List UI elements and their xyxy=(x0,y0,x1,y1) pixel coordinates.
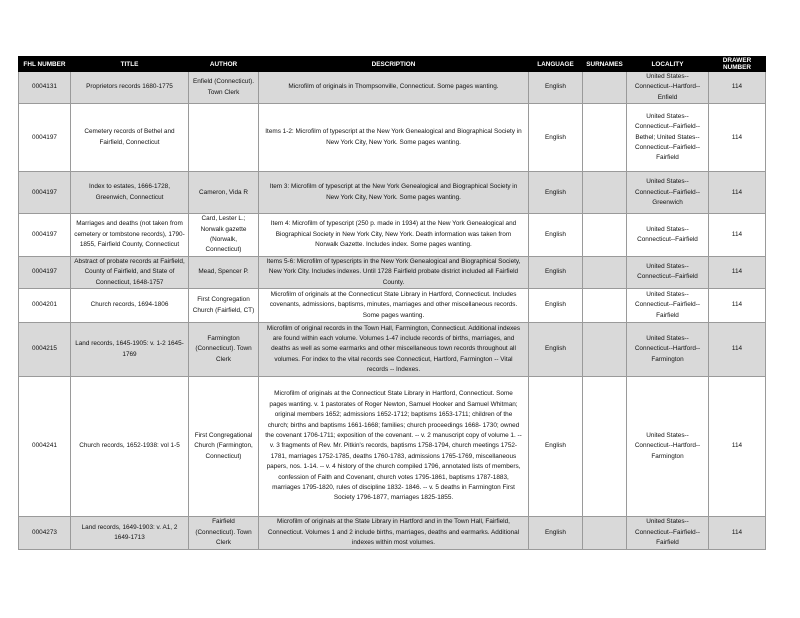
cell-language: English xyxy=(529,214,583,257)
cell-drawer-number: 114 xyxy=(709,104,766,172)
records-table xyxy=(18,56,766,550)
cell-language: English xyxy=(529,323,583,377)
cell-description: Microfilm of original records in the Town Hall, Farmington, Connecticut. Additional indexes are found within each volume. Volumes 1-47 include records of births, marriages, and deaths as well as some earmarks and other miscellaneous town records throughout all volumes. For index to the vital records see Connecticut, Hartford, Farmington -- Vital records -- Indexes. xyxy=(259,323,529,377)
cell-author: Farmington (Connecticut). Town Clerk xyxy=(189,323,259,377)
cell-description: Item 4: Microfilm of typescript (250 p. made in 1934) at the New York Genealogical and Biographical Society in New York City, New York. Death information was taken from Norwalk Gazette. Includes index. Some pages wanting. xyxy=(259,214,529,257)
cell-description: Item 3: Microfilm of typescript at the New York Genealogical and Biographical Society in New York City, New York. Some pages wanting. xyxy=(259,172,529,214)
cell-author: Mead, Spencer P. xyxy=(189,256,259,288)
cell-surnames xyxy=(583,323,627,377)
col-header-language: LANGUAGE xyxy=(529,57,583,72)
cell-author: First Congregation Church (Fairfield, CT) xyxy=(189,289,259,323)
cell-drawer-number: 114 xyxy=(709,214,766,257)
cell-drawer-number: 114 xyxy=(709,377,766,517)
table-row xyxy=(19,377,766,517)
cell-author: Fairfield (Connecticut). Town Clerk xyxy=(189,517,259,550)
table-row xyxy=(19,214,766,257)
table-row xyxy=(19,289,766,323)
cell-fhl-number: 0004197 xyxy=(19,214,71,257)
cell-description: Items 5-6: Microfilm of typescripts in the New York Genealogical and Biographical Society, New York City. Includes indexes. Until 1728 Fairfield probate district included all Fairfield County. xyxy=(259,256,529,288)
cell-locality: United States--Connecticut--Hartford--Enfield xyxy=(627,72,709,104)
cell-locality: United States--Connecticut--Hartford--Farmington xyxy=(627,323,709,377)
cell-author: First Congregational Church (Farmington, Connecticut) xyxy=(189,377,259,517)
table-row xyxy=(19,323,766,377)
cell-language: English xyxy=(529,377,583,517)
cell-drawer-number: 114 xyxy=(709,517,766,550)
cell-title: Land records, 1645-1905: v. 1-2 1645-1769 xyxy=(71,323,189,377)
cell-surnames xyxy=(583,104,627,172)
cell-drawer-number: 114 xyxy=(709,323,766,377)
cell-author: Enfield (Connecticut). Town Clerk xyxy=(189,72,259,104)
cell-title: Index to estates, 1666-1728, Greenwich, Connecticut xyxy=(71,172,189,214)
cell-language: English xyxy=(529,172,583,214)
cell-locality: United States--Connecticut--Fairfield xyxy=(627,214,709,257)
cell-description: Microfilm of originals at the State Library in Hartford and in the Town Hall, Fairfield, Connecticut. Volumes 1 and 2 include births, marriages, deaths and earmarks. Additional indexes within most volumes. xyxy=(259,517,529,550)
col-header-author: AUTHOR xyxy=(189,57,259,72)
cell-language: English xyxy=(529,517,583,550)
cell-surnames xyxy=(583,72,627,104)
cell-title: Church records, 1652-1938: vol 1-5 xyxy=(71,377,189,517)
cell-description: Microfilm of originals at the Connecticut State Library in Hartford, Connecticut. Some pages wanting. v. 1 pastorates of Roger Newton, Samuel Hooker and Samuel Whitman; original members 1652; admissions 1652-1712; baptisms 1653-1711; children of the church; births and baptisms 1661-1668; families; church proceedings 1668- 1730; owned the covenant 1706-1711; exposition of the covenant. -- v. 2 manuscript copy of volume 1. -- v. 3 fragments of Rev. Mr. Pitkin's records, baptisms 1758-1794, church meetings 1752-1781, marriages 1752-1785, deaths 1760-1783, admissions 1765-1769, miscellaneous papers, nos. 1-14. -- v. 4 history of the church compiled 1796, annotated lists of members, confession of Faith and Covenant, church votes 1795-1861, baptisms 1787-1883, marriages 1795-1820, rules of discipline 1832- 1846. -- v. 5 deaths in Farmington First Society 1796-1877, marriages 1825-1855. xyxy=(259,377,529,517)
records-sheet xyxy=(18,56,765,550)
cell-language: English xyxy=(529,104,583,172)
cell-surnames xyxy=(583,214,627,257)
cell-title: Abstract of probate records at Fairfield, County of Fairfield, and State of Connecticut, 1648-1757 xyxy=(71,256,189,288)
cell-title: Church records, 1694-1806 xyxy=(71,289,189,323)
cell-author: Cameron, Vida R xyxy=(189,172,259,214)
col-header-locality: LOCALITY xyxy=(627,57,709,72)
cell-surnames xyxy=(583,517,627,550)
col-header-fhl-number: FHL NUMBER xyxy=(19,57,71,72)
cell-language: English xyxy=(529,256,583,288)
cell-fhl-number: 0004197 xyxy=(19,104,71,172)
cell-title: Land records, 1649-1903: v. A1, 2 1649-1713 xyxy=(71,517,189,550)
col-header-title: TITLE xyxy=(71,57,189,72)
cell-fhl-number: 0004131 xyxy=(19,72,71,104)
cell-locality: United States--Connecticut--Fairfield--Fairfield xyxy=(627,517,709,550)
cell-author xyxy=(189,104,259,172)
cell-surnames xyxy=(583,377,627,517)
cell-drawer-number: 114 xyxy=(709,256,766,288)
col-header-description: DESCRIPTION xyxy=(259,57,529,72)
cell-fhl-number: 0004201 xyxy=(19,289,71,323)
cell-author: Card, Lester L.; Norwalk gazette (Norwalk, Connecticut) xyxy=(189,214,259,257)
cell-language: English xyxy=(529,289,583,323)
col-header-drawer-number: DRAWER NUMBER xyxy=(709,57,766,72)
cell-language: English xyxy=(529,72,583,104)
cell-title: Cemetery records of Bethel and Fairfield, Connecticut xyxy=(71,104,189,172)
cell-locality: United States--Connecticut--Fairfield--Fairfield xyxy=(627,289,709,323)
table-row xyxy=(19,256,766,288)
cell-locality: United States--Connecticut--Fairfield--Bethel; United States--Connecticut--Fairfield--Fairfield xyxy=(627,104,709,172)
header-row xyxy=(19,57,766,72)
cell-fhl-number: 0004241 xyxy=(19,377,71,517)
cell-drawer-number: 114 xyxy=(709,172,766,214)
cell-surnames xyxy=(583,172,627,214)
cell-title: Proprietors records 1680-1775 xyxy=(71,72,189,104)
cell-description: Items 1-2: Microfilm of typescript at the New York Genealogical and Biographical Society in New York City, New York. Some pages wanting. xyxy=(259,104,529,172)
cell-surnames xyxy=(583,256,627,288)
cell-fhl-number: 0004197 xyxy=(19,256,71,288)
table-row xyxy=(19,517,766,550)
cell-description: Microfilm of originals in Thompsonville, Connecticut. Some pages wanting. xyxy=(259,72,529,104)
cell-fhl-number: 0004215 xyxy=(19,323,71,377)
cell-surnames xyxy=(583,289,627,323)
cell-locality: United States--Connecticut--Fairfield xyxy=(627,256,709,288)
table-row xyxy=(19,104,766,172)
cell-drawer-number: 114 xyxy=(709,289,766,323)
cell-fhl-number: 0004273 xyxy=(19,517,71,550)
cell-locality: United States--Connecticut--Hartford--Farmington xyxy=(627,377,709,517)
cell-title: Marriages and deaths (not taken from cemetery or tombstone records), 1790-1855, Fairfield County, Connecticut xyxy=(71,214,189,257)
table-row xyxy=(19,72,766,104)
cell-drawer-number: 114 xyxy=(709,72,766,104)
cell-locality: United States--Connecticut--Fairfield--Greenwich xyxy=(627,172,709,214)
table-row xyxy=(19,172,766,214)
cell-fhl-number: 0004197 xyxy=(19,172,71,214)
col-header-surnames: SURNAMES xyxy=(583,57,627,72)
cell-description: Microfilm of originals at the Connecticut State Library in Hartford, Connecticut. Includes covenants, admissions, baptisms, minutes, marriages and other miscellaneous records. Some pages wanting. xyxy=(259,289,529,323)
